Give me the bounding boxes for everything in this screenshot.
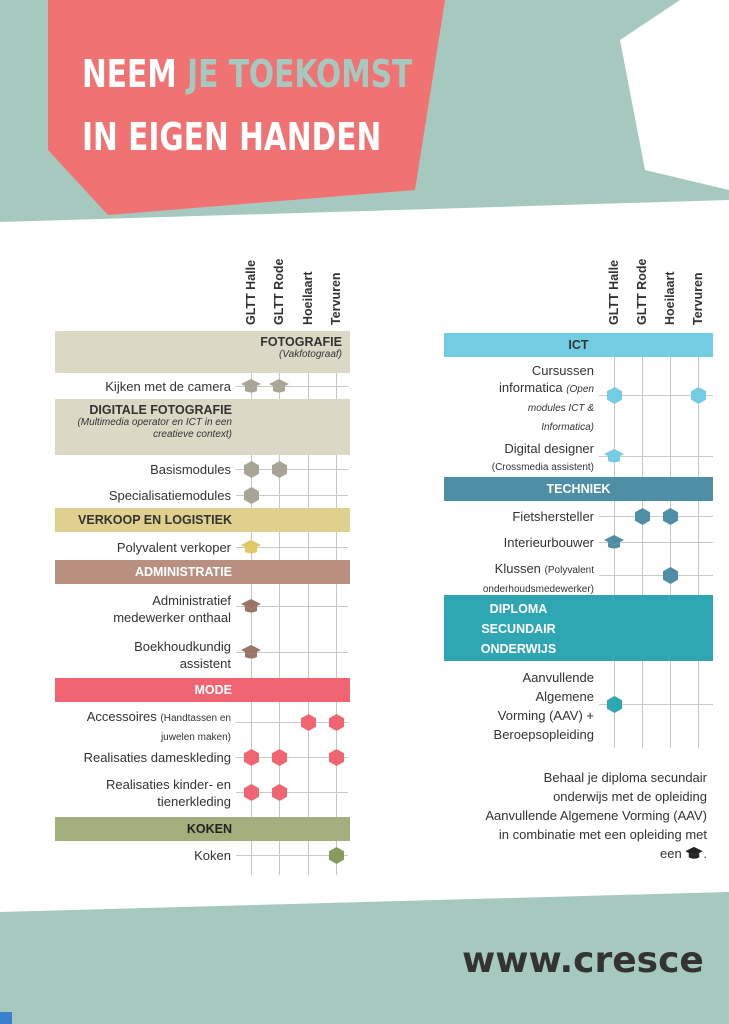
- section-koken: KOKEN: [55, 817, 350, 841]
- graduation-cap-icon: [269, 378, 289, 394]
- label-line: Vorming (AAV) +: [497, 708, 594, 723]
- right-grid-line: [642, 355, 643, 748]
- label-sub: (Handtassen en: [160, 713, 231, 724]
- band-subtitle: (Vakfotograaf): [279, 349, 342, 360]
- band-title: DIGITALE FOTOGRAFIE: [89, 403, 232, 417]
- section-digitale-fotografie: [55, 399, 350, 455]
- right-grid-line: [698, 355, 699, 748]
- right-col-hoeilaart: Hoeilaart: [663, 271, 677, 325]
- label-sub: onderhoudsmedewerker): [482, 584, 594, 595]
- label-line: Cursussen: [531, 363, 594, 378]
- row-line: [599, 516, 713, 517]
- right-col-gltt-halle: GLTT Halle: [607, 259, 621, 325]
- corner-tab: [0, 1012, 12, 1024]
- section-verkoop-logistiek: VERKOOP EN LOGISTIEK: [55, 508, 350, 532]
- footer-url[interactable]: www.cresce: [462, 940, 704, 981]
- label-line: tienerkleding: [157, 794, 231, 809]
- label-accessoires: [87, 708, 231, 746]
- right-col-gltt-rode: GLTT Rode: [635, 258, 649, 325]
- left-col-tervuren: Tervuren: [329, 272, 343, 325]
- note-line: een: [660, 846, 682, 861]
- right-col-tervuren: Tervuren: [691, 272, 705, 325]
- section-techniek: TECHNIEK: [444, 477, 713, 501]
- page-title-line-1: [82, 52, 413, 96]
- right-grid-line: [670, 355, 671, 748]
- band-line: DIPLOMA: [489, 602, 548, 616]
- band-line: ONDERWIJS: [480, 642, 557, 656]
- label-line: Boekhoudkundig: [134, 639, 231, 654]
- graduation-cap-icon: [241, 644, 261, 660]
- label-main: Accessoires: [86, 709, 161, 724]
- label-interieur: Interieurbouwer: [503, 535, 594, 550]
- label-basismodules: Basismodules: [150, 462, 231, 477]
- label-line: medewerker onthaal: [113, 610, 231, 625]
- graduation-cap-icon: [685, 846, 703, 860]
- label-dames: Realisaties dameskleding: [83, 750, 231, 765]
- left-col-gltt-rode: GLTT Rode: [272, 258, 286, 325]
- label-cursussen: [499, 362, 594, 436]
- note-line: Aanvullende Algemene Vorming (AAV): [485, 808, 707, 823]
- label-sub: Informatica): [541, 422, 594, 433]
- label-line: Algemene: [535, 689, 594, 704]
- label-main: Digital designer: [504, 441, 594, 456]
- label-sub: (Open: [566, 384, 594, 395]
- title-highlight: JE TOEKOMST: [187, 52, 413, 96]
- diploma-note: Behaal je diploma secundair onderwijs met de opleiding Aanvullende Algemene Vorming (AAV) in combinatie met een opleiding met een .: [485, 770, 707, 861]
- left-col-gltt-halle: GLTT Halle: [244, 259, 258, 325]
- left-col-hoeilaart: Hoeilaart: [301, 271, 315, 325]
- label-fiets: Fietshersteller: [512, 509, 594, 524]
- label-digital-designer: [492, 440, 594, 476]
- section-mode: MODE: [55, 678, 350, 702]
- label-boekhoud: [134, 638, 231, 672]
- label-sub: (Crossmedia assistent): [491, 462, 594, 473]
- label-line: Administratief: [152, 593, 231, 608]
- graduation-cap-icon: [604, 534, 624, 550]
- title-part-1: NEEM: [82, 52, 188, 96]
- title-coral-banner: [48, 0, 445, 215]
- label-aav: [494, 668, 594, 744]
- page-title-line-2: IN EIGEN HANDEN: [82, 115, 382, 159]
- note-line: Behaal je diploma secundair: [543, 770, 707, 785]
- section-ict: ICT: [444, 333, 713, 357]
- label-line: Aanvullende: [522, 670, 594, 685]
- graduation-cap-icon: [604, 448, 624, 464]
- note-line: in combinatie met een opleiding met: [498, 827, 707, 842]
- graduation-cap-icon: [241, 378, 261, 394]
- note-line: onderwijs met de opleiding: [553, 789, 707, 804]
- label-sub: juwelen maken): [160, 732, 231, 743]
- label-polyvalent: Polyvalent verkoper: [116, 540, 231, 555]
- label-koken: Koken: [194, 848, 231, 863]
- band-line: SECUNDAIR: [481, 622, 556, 636]
- label-sub: modules ICT &: [527, 403, 594, 414]
- label-line: assistent: [179, 656, 231, 671]
- label-klussen: [483, 560, 594, 598]
- label-sub: (Polyvalent: [544, 565, 594, 576]
- band-title: FOTOGRAFIE: [260, 335, 342, 349]
- section-administratie: ADMINISTRATIE: [55, 560, 350, 584]
- right-grid-line: [614, 355, 615, 748]
- row-line: [599, 575, 713, 576]
- label-line: Realisaties kinder- en: [105, 777, 231, 792]
- graduation-cap-icon: [241, 598, 261, 614]
- label-specialisatie: Specialisatiemodules: [108, 488, 231, 503]
- section-fotografie: [55, 331, 350, 373]
- graduation-cap-icon: [241, 539, 261, 555]
- label-admin-medewerker: [113, 592, 231, 626]
- label-kinder: [106, 776, 231, 810]
- section-diploma: [444, 595, 713, 661]
- label-kijken: Kijken met de camera: [105, 379, 231, 394]
- label-line: informatica: [499, 380, 567, 395]
- band-subtitle: (Multimedia operator en ICT in een creatieve context): [77, 417, 232, 440]
- label-main: Klussen: [494, 561, 545, 576]
- label-line: Beroepsopleiding: [493, 727, 594, 742]
